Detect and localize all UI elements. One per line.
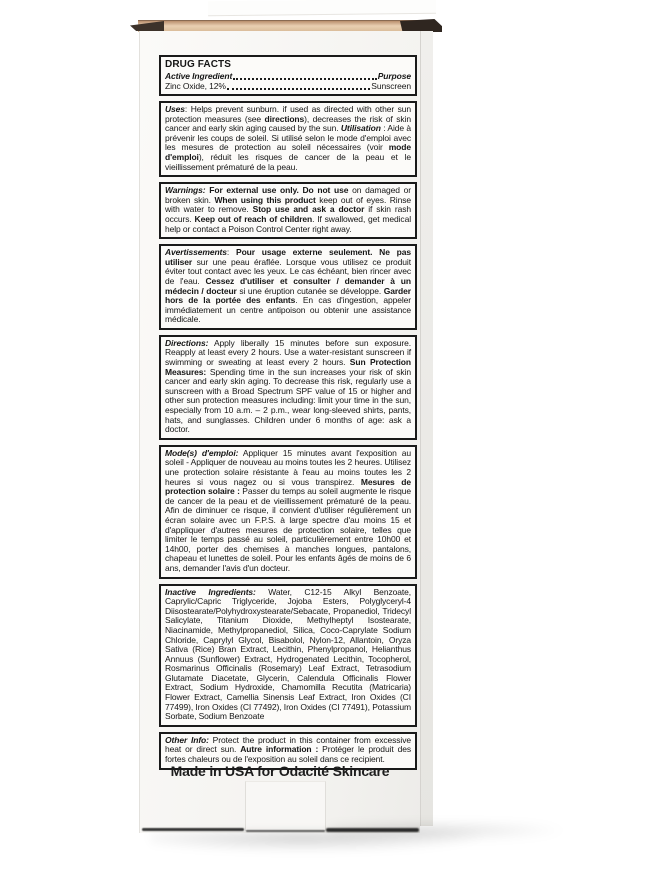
box-side-panel — [420, 31, 433, 826]
section-directions — [159, 335, 417, 440]
product-box-front — [139, 31, 420, 833]
section-warnings — [159, 182, 417, 239]
dotted-leader — [227, 88, 370, 90]
made-in-text: Made in USA for Odacité Skincare — [170, 763, 390, 779]
warnings-text: Warnings: For external use only. Do not use on damaged or broken skin. When using this product keep out of eyes. Rinse with water to remove. Stop use and ask a doctor if skin rash occurs. Keep out of reach of children. If swallowed, get medical help or contact a Poison Control Center right away. — [165, 185, 411, 234]
avertissements-text: Avertissements: Pour usage externe seulement. Ne pas utiliser sur une peau éraflée. Lorsque vous utilisez ce produit éviter tout contact avec les yeux. Le cas échéant, bien rincer avec de l'eau. Cessez d'utiliser et consulter / demander à un médecin / docteur si une éruption cutanée se développe. Garder hors de la portée des enfants. En cas d'ingestion, appeler immédiatement un centre antipoison ou obtenir une assistance médicale. — [165, 247, 412, 325]
inactive-ingredients-text: Inactive Ingredients: Water, C12-15 Alkyl Benzoate, Caprylic/Capric Triglyceride, Jojoba Esters, Polyglyceryl-4 Diisostearate/Polyhydroxystearate/Sebacate, Propanediol, Tridecyl Salicylate, Titanium Dioxide, Methylheptyl Isostearate, Niacinamide, Methylpropanediol, Silica, Coco-Caprylate Sodium Chloride, Caprylyl Glycol, Bisabolol, Nylon-12, Allantoin, Oryza Sativa (Rice) Bran Extract, Lecithin, Phenylpropanol, Helianthus Annuus (Sunflower) Extract, Hydrogenated Lecithin, Tocopherol, Rosmarinus Officinalis (Rosemary) Leaf Extract, Tetrasodium Glutamate Diacetate, Glycerin, Calendula Officinalis Flower Extract, Sodium Hydroxide, Chamomilla Recutita (Matricaria) Flower Extract, Camellia Sinensis Leaf Extract, Iron Oxides (CI 77499), Iron Oxides (CI 77492), Iron Oxides (CI 77491), Potassium Sorbate, Sodium Benzoate — [165, 586, 411, 722]
dotted-leader — [233, 78, 376, 80]
directions-text: Directions: Apply liberally 15 minutes before sun exposure. Reapply at least every 2 hours. Use a water-resistant sunscreen if swimming or sweating at least every 2 hours. Sun Protection Measures: Spending time in the sun increases your risk of skin cancer and early skin aging. To decrease this risk, regularly use a sunscreen with a Broad Spectrum SPF value of 15 or higher and other sun protection measures including: limit your time in the sun, especially from 10 a.m. – 2 p.m., wear long-sleeved shirts, pants, hats, and sunglasses. Children under 6 months of age: ask a doctor. — [165, 337, 411, 435]
section-uses — [159, 101, 417, 177]
purpose-header: Purpose — [377, 71, 411, 81]
active-ingredient-header-row — [165, 71, 411, 81]
other-info-text: Other Info: Protect the product in this container from excessive heat or direct sun. Autre information : Protéger le produit des fortes chaleurs ou de l'exposition au soleil dans ce recipient. — [165, 734, 411, 765]
section-avertissements — [159, 244, 417, 330]
active-ingredient-header: Active Ingredient — [165, 71, 233, 81]
uses-text: Uses: Helps prevent sunburn. if used as directed with other sun protection measures (see directions), decreases the risk of skin cancer and early skin aging caused by the sun. Utilisation : Aide à prévenir les coups de soleil. Si utilisé selon le mode d'emploi avec les mesures de protection au soleil nécessaires (voir mode d'emploi), réduit les risques de cancer de la peau et le vieillissement prématuré de la peau. — [165, 104, 411, 172]
box-open-flap — [208, 0, 436, 16]
drug-facts-label — [159, 55, 417, 775]
box-cast-shadow-right — [330, 824, 570, 840]
box-bottom-tuck-flap — [245, 781, 326, 831]
mode-demploi-text: Mode(s) d'emploi: Appliquer 15 minutes avant l'exposition au soleil - Appliquer de nouveau au moins toutes les 2 heures. Utilisez une protection solaire résistante à l'eau au moins toutes les 2 heures si vous nagez ou si vous transpirez. Mesures de protection solaire : Passer du temps au soleil augmente le risque de cancer de la peau et de vieillissement prématuré de la peau. Afin de diminuer ce risque, il convient d'utiliser régulièrement un écran solaire avec un F.P.S. à large spectre d'au moins 15 et d'appliquer d'autres mesures de protection solaire, telles que limiter le temps passé au soleil, particulièrement entre 10h00 et 14h00, porter des chemises à manches longues, pantalons, chapeau et lunettes de soleil. Pour les enfants âgés de moins de 6 ans, demander l'avis d'un docteur. — [165, 447, 411, 573]
ingredient-name: Zinc Oxide, 12% — [165, 81, 226, 91]
section-inactive-ingredients — [159, 584, 417, 727]
section-active-ingredient — [159, 55, 417, 96]
drug-facts-title: DRUG FACTS — [165, 59, 231, 70]
active-ingredient-value-row — [165, 81, 411, 91]
section-mode-demploi — [159, 445, 417, 579]
ingredient-purpose: Sunscreen — [371, 81, 411, 91]
